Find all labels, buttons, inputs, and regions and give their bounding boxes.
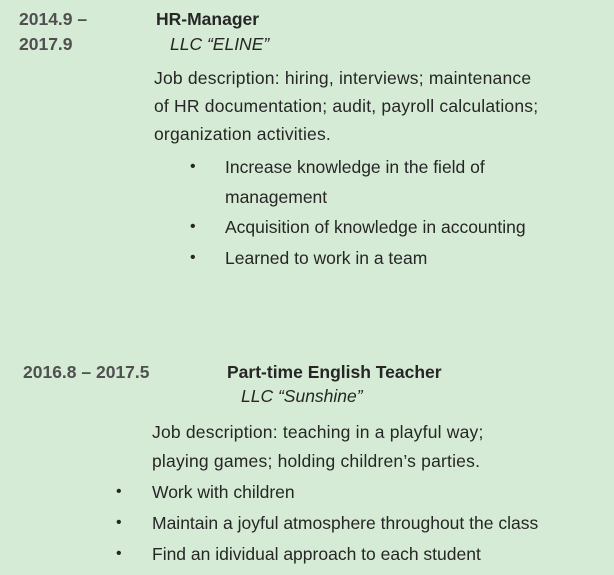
job-bullet-item: Learned to work in a team bbox=[225, 248, 428, 268]
job-description-line: playing games; holding children’s parties. bbox=[152, 451, 481, 471]
bullet-icon: • bbox=[116, 545, 122, 562]
job-date-range: 2016.8 – 2017.5 bbox=[23, 362, 150, 382]
job-company: LLC “Sunshine” bbox=[241, 386, 363, 406]
job-bullet-item: Acquisition of knowledge in accounting bbox=[225, 217, 526, 237]
job-description-line: organization activities. bbox=[154, 124, 331, 144]
bullet-icon: • bbox=[190, 218, 196, 235]
bullet-icon: • bbox=[190, 249, 196, 266]
job-description-line: Job description: hiring, interviews; maintenance bbox=[154, 68, 532, 88]
job-bullet-item: Work with children bbox=[152, 482, 295, 502]
job-bullet-item: Find an idividual approach to each student bbox=[152, 544, 481, 564]
job-title: HR-Manager bbox=[156, 9, 260, 29]
job-description-line: Job description: teaching in a playful way; bbox=[152, 422, 484, 442]
job-bullet-item-continued: management bbox=[225, 187, 328, 207]
job-company: LLC “ELINE” bbox=[170, 34, 270, 54]
job-date-start: 2014.9 – bbox=[19, 9, 88, 29]
job-description-line: of HR documentation; audit, payroll calculations; bbox=[154, 96, 539, 116]
bullet-icon: • bbox=[116, 483, 122, 500]
job-date-end: 2017.9 bbox=[19, 34, 73, 54]
bullet-icon: • bbox=[116, 514, 122, 531]
job-bullet-item: Increase knowledge in the field of bbox=[225, 157, 485, 177]
bullet-icon: • bbox=[190, 158, 196, 175]
job-bullet-item: Maintain a joyful atmosphere throughout the class bbox=[152, 513, 539, 533]
job-title: Part-time English Teacher bbox=[227, 362, 442, 382]
